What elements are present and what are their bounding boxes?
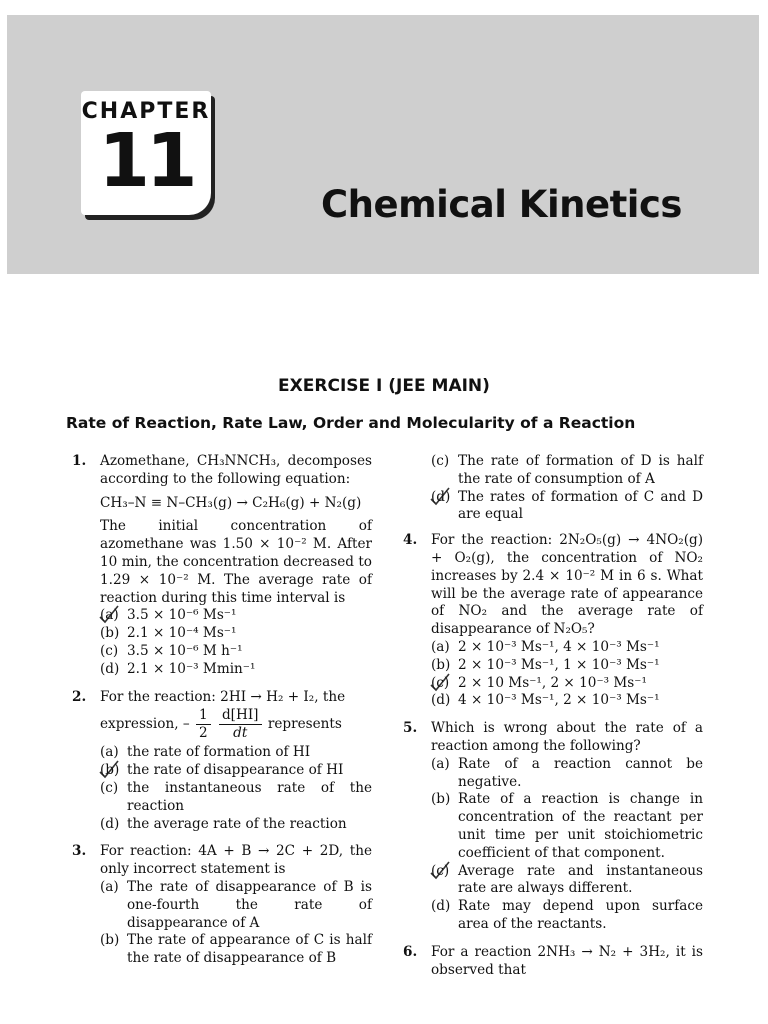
option-item	[100, 762, 372, 780]
fraction-numerator: 1	[196, 707, 211, 725]
exercise-heading: EXERCISE I (JEE MAIN)	[278, 376, 490, 396]
question-text: Azomethane, CH₃NNCH₃, decomposes according to the following equation:	[100, 453, 372, 487]
option-label: (a)	[431, 755, 450, 772]
option-item	[100, 744, 372, 762]
options-list	[72, 744, 372, 833]
question-text: Which is wrong about the rate of a reaction among the following?	[431, 720, 703, 754]
question-number: 2.	[72, 688, 87, 705]
option-label: (d)	[431, 898, 451, 915]
section-heading: Rate of Reaction, Rate Law, Order and Molecularity of a Reaction	[66, 414, 636, 432]
option-text: the rate of disappearance of HI	[127, 762, 344, 779]
option-label: (b)	[100, 762, 120, 779]
option-text: Average rate and instantaneous rate are always different.	[458, 862, 703, 897]
expression-prefix: expression, –	[100, 716, 190, 733]
left-column	[72, 453, 372, 968]
rate-expression	[72, 707, 372, 742]
fraction-half	[196, 707, 211, 742]
option-label: (b)	[100, 932, 120, 949]
option-item	[431, 675, 703, 693]
option-item	[431, 657, 703, 675]
question-3	[72, 843, 372, 879]
fraction-denominator: 2	[198, 725, 208, 742]
option-item	[431, 639, 703, 657]
chapter-badge	[81, 91, 211, 215]
question-number: 6.	[403, 943, 418, 960]
option-label: (b)	[431, 791, 451, 808]
option-text: the instantaneous rate of the reaction	[127, 779, 372, 814]
question-1	[72, 453, 372, 489]
question-text: For the reaction: 2N₂O₅(g) → 4NO₂(g) + O₂(g), the concentration of NO₂ increases by 2.4 × 10⁻² M in 6 s. What will be the average rate of appearance of NO₂ and the average rate of disappearance of N₂O₅?	[431, 532, 703, 638]
option-item	[100, 816, 372, 834]
chapter-label: CHAPTER	[81, 99, 211, 124]
option-label: (d)	[100, 660, 120, 677]
option-text: 3.5 × 10⁻⁶ Ms⁻¹	[127, 607, 237, 624]
option-text: the average rate of the reaction	[127, 815, 347, 832]
options-list	[72, 607, 372, 678]
option-item	[100, 607, 372, 625]
reaction-equation: CH₃–N ≡ N–CH₃(g) → C₂H₆(g) + N₂(g)	[100, 494, 362, 511]
option-item	[431, 863, 703, 899]
option-label: (a)	[100, 607, 119, 624]
option-label: (a)	[431, 638, 450, 655]
option-item	[100, 879, 372, 932]
question-number: 5.	[403, 720, 418, 737]
option-label: (c)	[431, 453, 450, 469]
option-text: the rate of formation of HI	[127, 744, 311, 761]
options-list	[403, 639, 703, 710]
option-label: (c)	[100, 779, 119, 796]
option-item	[431, 756, 703, 792]
options-list	[403, 453, 703, 524]
fraction-numerator: d[HI]	[219, 707, 262, 725]
option-item	[431, 453, 703, 489]
question-5	[403, 720, 703, 756]
option-text: 3.5 × 10⁻⁶ M h⁻¹	[127, 642, 243, 659]
option-text: 2.1 × 10⁻³ Mmin⁻¹	[127, 660, 256, 677]
option-item	[431, 898, 703, 934]
option-item	[100, 661, 372, 679]
option-text: The rate of formation of D is half the rate of consumption of A	[458, 453, 703, 487]
options-list	[403, 756, 703, 934]
option-label: (b)	[100, 625, 120, 642]
option-item	[100, 932, 372, 968]
options-list	[72, 879, 372, 968]
option-label: (d)	[431, 692, 451, 709]
option-label: (c)	[100, 642, 119, 659]
option-text: Rate may depend upon surface area of the reactants.	[458, 898, 703, 932]
expression-suffix: represents	[267, 716, 342, 733]
option-label: (d)	[100, 815, 120, 832]
question-number: 1.	[72, 453, 87, 469]
option-item	[100, 625, 372, 643]
option-label: (c)	[431, 862, 450, 879]
right-column	[403, 453, 703, 979]
option-item	[100, 780, 372, 816]
option-text: 2 × 10 Ms⁻¹, 2 × 10⁻³ Ms⁻¹	[458, 674, 647, 691]
fraction-derivative	[219, 707, 262, 742]
option-text: The rates of formation of C and D are equal	[458, 488, 703, 523]
option-label: (c)	[431, 674, 450, 691]
question-text: The initial concentration of azomethane was 1.50 × 10⁻² M. After 10 min, the concentration decreased to 1.29 × 10⁻² M. The average rate of reaction during this time interval is	[100, 518, 372, 606]
chapter-number: 11	[98, 118, 194, 204]
fraction-denominator: dt	[233, 725, 248, 742]
question-6	[403, 944, 703, 980]
chapter-title: Chemical Kinetics	[321, 183, 682, 226]
option-text: 2 × 10⁻³ Ms⁻¹, 1 × 10⁻³ Ms⁻¹	[458, 656, 660, 673]
option-item	[431, 692, 703, 710]
question-number: 3.	[72, 843, 87, 860]
option-text: 2 × 10⁻³ Ms⁻¹, 4 × 10⁻³ Ms⁻¹	[458, 638, 660, 655]
option-text: Rate of a reaction is change in concentration of the reactant per unit time per unit stoichiometric coefficient of that component.	[458, 791, 703, 861]
question-text: For reaction: 4A + B → 2C + 2D, the only incorrect statement is	[100, 843, 372, 878]
option-label: (b)	[431, 656, 451, 673]
option-text: 4 × 10⁻³ Ms⁻¹, 2 × 10⁻³ Ms⁻¹	[458, 692, 660, 709]
question-4	[403, 532, 703, 639]
question-2	[72, 689, 372, 707]
option-label: (d)	[431, 488, 451, 505]
option-item	[431, 489, 703, 525]
option-item	[100, 643, 372, 661]
option-text: The rate of disappearance of B is one-fourth the rate of disappearance of A	[127, 878, 372, 931]
question-number: 4.	[403, 532, 418, 549]
option-item	[431, 791, 703, 862]
option-text: The rate of appearance of C is half the rate of disappearance of B	[127, 932, 372, 967]
question-text: For a reaction 2NH₃ → N₂ + 3H₂, it is observed that	[431, 943, 703, 978]
option-text: Rate of a reaction cannot be negative.	[458, 755, 703, 790]
option-label: (a)	[100, 878, 119, 895]
question-text: For the reaction: 2HI → H₂ + I₂, the	[100, 688, 346, 705]
option-label: (a)	[100, 744, 119, 761]
question-1-body	[72, 518, 372, 607]
option-text: 2.1 × 10⁻⁴ Ms⁻¹	[127, 625, 237, 642]
